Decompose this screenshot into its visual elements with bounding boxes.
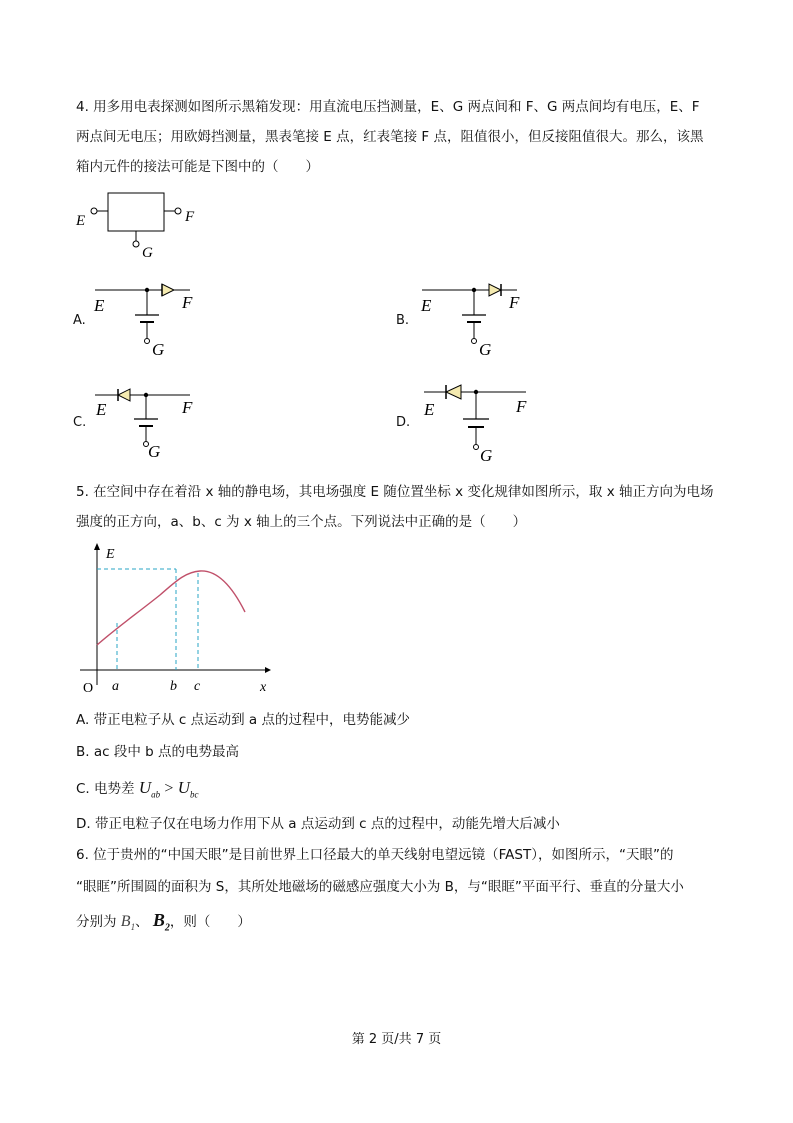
page-footer: 第 2 页/共 7 页 bbox=[351, 1032, 442, 1047]
q5-line-1: 5. 在空间中存在着沿 x 轴的静电场，其电场强度 E 随位置坐标 x 变化规律如图所示，取 x 轴正方向为电场 bbox=[76, 484, 714, 500]
option-d-label-g: G bbox=[480, 446, 493, 465]
q4-option-a-letter[interactable]: A. bbox=[73, 313, 86, 328]
q6-separator: 、 bbox=[135, 914, 149, 930]
q6-line-3 bbox=[76, 908, 251, 941]
greater-than-sign: > bbox=[164, 780, 174, 797]
option-c-label-f: F bbox=[182, 398, 193, 417]
q4-option-c-circuit[interactable] bbox=[90, 385, 210, 465]
q4-option-b-circuit[interactable] bbox=[417, 280, 537, 360]
option-c-label-e: E bbox=[96, 400, 107, 419]
q4-line-1: 4. 用多用电表探测如图所示黑箱发现：用直流电压挡测量，E、G 两点间和 F、G 两点间均有电压，E、F bbox=[76, 99, 700, 115]
graph-point-c: c bbox=[194, 679, 201, 694]
option-a-label-e: E bbox=[94, 296, 105, 315]
q5-option-d[interactable]: D. 带正电粒子仅在电场力作用下从 a 点运动到 c 点的过程中，动能先增大后减小 bbox=[76, 816, 560, 832]
option-d-label-f: F bbox=[516, 397, 527, 416]
graph-point-a: a bbox=[112, 679, 119, 694]
q4-option-b-letter[interactable]: B. bbox=[396, 313, 410, 328]
q5-line-2: 强度的正方向，a、b、c 为 x 轴上的三个点。下列说法中正确的是（ ） bbox=[76, 514, 527, 530]
option-b-label-e: E bbox=[421, 296, 432, 315]
box-label-e: E bbox=[76, 213, 86, 229]
q5-option-c[interactable] bbox=[76, 776, 199, 806]
e-curve bbox=[97, 571, 245, 645]
graph-x-label: x bbox=[260, 680, 267, 695]
q4-option-d-letter[interactable]: D. bbox=[396, 415, 411, 430]
option-c-text: C. 电势差 bbox=[76, 781, 135, 797]
q4-option-c-letter[interactable]: C. bbox=[73, 415, 87, 430]
q6-line-1: 6. 位于贵州的“中国天眼”是目前世界上口径最大的单天线射电望远镜（FAST），如图所示，“天眼”的 bbox=[76, 847, 674, 863]
graph-origin-label: O bbox=[83, 681, 94, 696]
q4-option-d-circuit[interactable] bbox=[418, 382, 543, 467]
box-label-g: G bbox=[142, 245, 153, 261]
b1-symbol: $B_1$ bbox=[120, 913, 136, 933]
option-b-label-g: G bbox=[479, 340, 492, 359]
black-box-figure bbox=[70, 185, 210, 265]
graph-point-b: b bbox=[170, 679, 177, 694]
option-b-label-f: F bbox=[509, 293, 520, 312]
option-c-label-g: G bbox=[148, 442, 161, 461]
b2-symbol: $B_2$ bbox=[152, 910, 170, 934]
box-label-f: F bbox=[185, 209, 195, 225]
q6-line-2: “眼眶”所围圆的面积为 S，其所处地磁场的磁感应强度大小为 B，与“眼眶”平面平行、垂直的分量大小 bbox=[76, 879, 684, 895]
u-bc: $U_{bc}$ bbox=[177, 778, 199, 800]
e-x-graph bbox=[70, 540, 285, 700]
q5-option-b[interactable]: B. ac 段中 b 点的电势最高 bbox=[76, 744, 239, 760]
option-d-label-e: E bbox=[424, 400, 435, 419]
graph-y-label: E bbox=[106, 547, 115, 562]
q5-option-a[interactable]: A. 带正电粒子从 c 点运动到 a 点的过程中，电势能减少 bbox=[76, 712, 410, 728]
option-a-label-f: F bbox=[182, 293, 193, 312]
option-a-label-g: G bbox=[152, 340, 165, 359]
q4-line-2: 两点间无电压；用欧姆挡测量，黑表笔接 E 点，红表笔接 F 点，阻值很小，但反接阻值很大。那么，该黑 bbox=[76, 129, 704, 145]
u-ab: $U_{ab}$ bbox=[138, 778, 161, 800]
q4-line-3: 箱内元件的接法可能是下图中的（ ） bbox=[76, 159, 319, 175]
q6-line3-suffix: ，则（ ） bbox=[169, 914, 251, 930]
q4-option-a-circuit[interactable] bbox=[90, 280, 210, 360]
q6-line3-prefix: 分别为 bbox=[76, 914, 117, 930]
